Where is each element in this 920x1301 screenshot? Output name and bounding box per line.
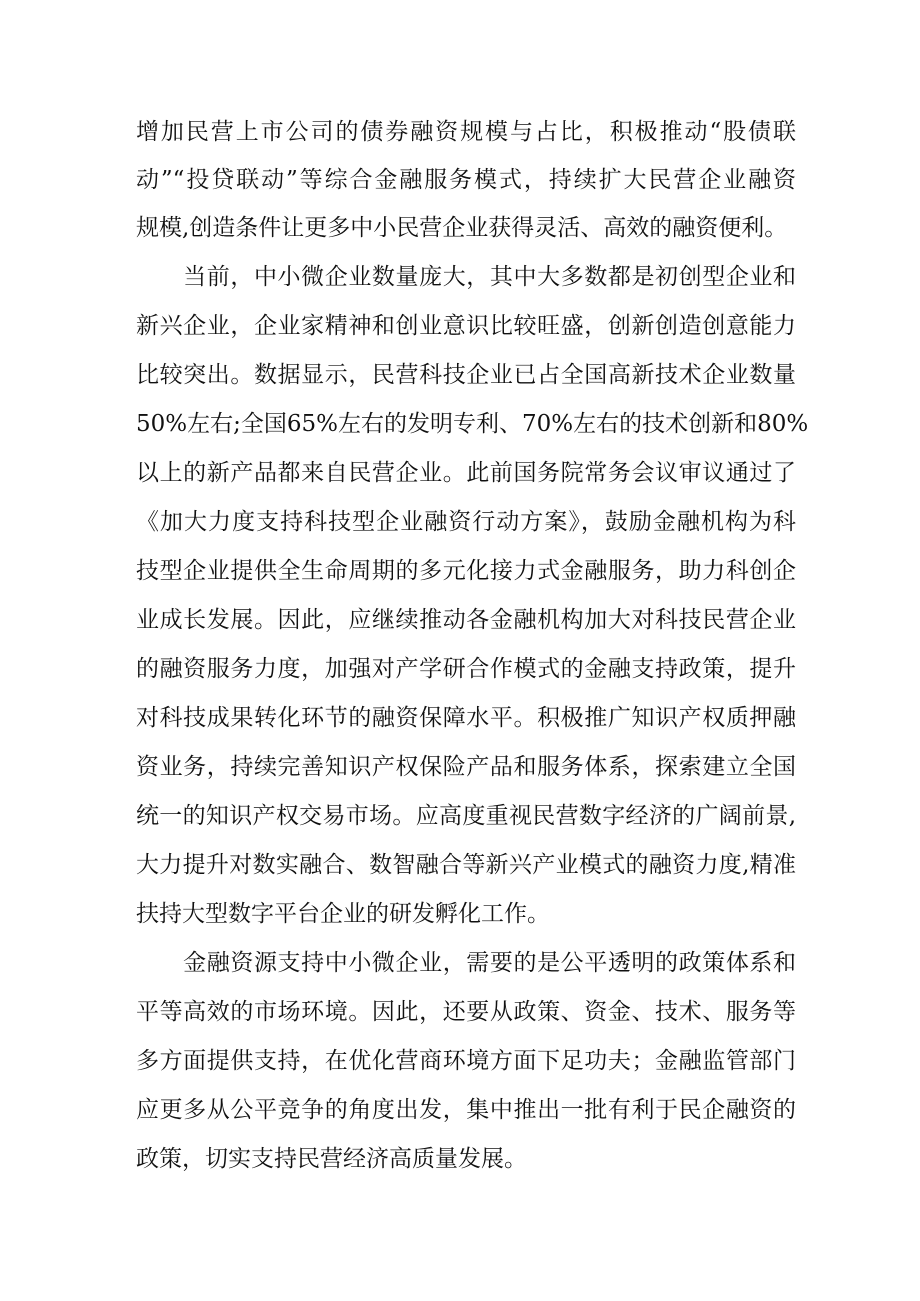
- text-line: 金融资源支持中小微企业，需要的是公平透明的政策体系和: [136, 950, 796, 976]
- text-line: 对科技成果转化环节的融资保障水平。积极推广知识产权质押融: [136, 705, 796, 731]
- text-line: 扶持大型数字平台企业的研发孵化工作。: [136, 901, 550, 927]
- text-line: 50%左右;全国65%左右的发明专利、70%左右的技术创新和80%: [136, 411, 809, 437]
- text-line: 技型企业提供全生命周期的多元化接力式金融服务，助力科创企: [136, 558, 796, 584]
- text-line: 新兴企业，企业家精神和创业意识比较旺盛，创新创造创意能力: [136, 313, 796, 339]
- text-line: 资业务，持续完善知识产权保险产品和服务体系，探索建立全国: [136, 754, 796, 780]
- text-line: 多方面提供支持，在优化营商环境方面下足功夫；金融监管部门: [136, 1048, 796, 1074]
- text-line: 以上的新产品都来自民营企业。此前国务院常务会议审议通过了: [136, 460, 796, 486]
- text-line: 规模,创造条件让更多中小民营企业获得灵活、高效的融资便利。: [136, 215, 788, 241]
- text-line: 增加民营上市公司的债券融资规模与占比，积极推动“股债联: [136, 119, 796, 145]
- text-line: 动”“投贷联动”等综合金融服务模式，持续扩大民营企业融资: [136, 167, 796, 193]
- text-line: 《加大力度支持科技型企业融资行动方案》，鼓励金融机构为科: [136, 509, 796, 535]
- text-line: 业成长发展。因此，应继续推动各金融机构加大对科技民营企业: [136, 607, 796, 633]
- text-line: 比较突出。数据显示，民营科技企业已占全国高新技术企业数量: [136, 362, 796, 388]
- text-line: 应更多从公平竞争的角度出发，集中推出一批有利于民企融资的: [136, 1097, 796, 1123]
- text-line: 平等高效的市场环境。因此，还要从政策、资金、技术、服务等: [136, 999, 796, 1025]
- text-line: 当前，中小微企业数量庞大，其中大多数都是初创型企业和: [136, 264, 796, 290]
- text-line: 的融资服务力度，加强对产学研合作模式的金融支持政策，提升: [136, 656, 796, 682]
- text-line: 统一的知识产权交易市场。应高度重视民营数字经济的广阔前景,: [136, 803, 796, 829]
- text-line: 大力提升对数实融合、数智融合等新兴产业模式的融资力度,精准: [136, 852, 796, 878]
- text-line: 政策，切实支持民营经济高质量发展。: [136, 1146, 527, 1172]
